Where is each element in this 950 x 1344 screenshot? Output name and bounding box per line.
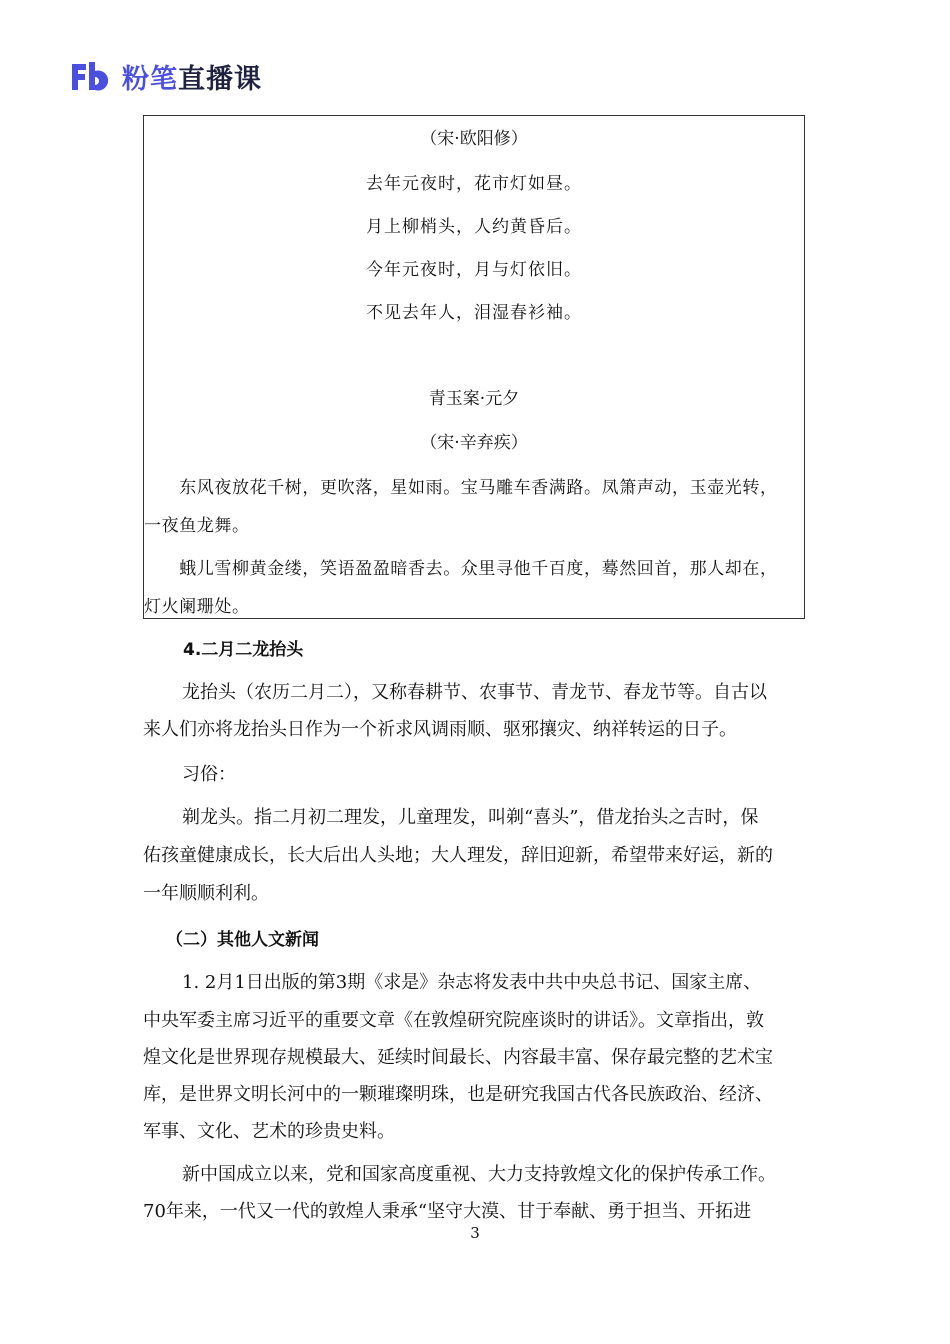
poem1-line: 去年元夜时，花市灯如昼。 <box>366 174 582 194</box>
news-item1-line: 煌文化是世界现存规模最大、延续时间最长、内容最丰富、保存最完整的艺术宝 <box>143 1047 773 1068</box>
news-item1-line: 库，是世界文明长河中的一颗璀璨明珠，也是研究我国古代各民族政治、经济、 <box>143 1084 773 1105</box>
customs-line: 一年顺顺利利。 <box>143 883 269 904</box>
poem1-author: （宋·欧阳修） <box>420 129 528 149</box>
fb-logo-icon <box>68 58 116 94</box>
poem1-line: 不见去年人，泪湿春衫袖。 <box>366 303 582 323</box>
customs-label: 习俗： <box>182 764 236 785</box>
customs-line: 剃龙头。指二月初二理发，儿童理发，叫剃“喜头”，借龙抬头之吉时，保 <box>182 807 759 828</box>
poem2-title: 青玉案·元夕 <box>428 389 520 409</box>
news-item1-line: 中央军委主席习近平的重要文章《在敦煌研究院座谈时的讲话》。文章指出，敦 <box>143 1010 764 1031</box>
news-item1-line: 1. 2月1日出版的第3期《求是》杂志将发表中共中央总书记、国家主席、 <box>182 972 762 993</box>
poem1-line: 今年元夜时，月与灯依旧。 <box>366 260 582 280</box>
brand-name: 粉笔直播课 <box>122 63 262 95</box>
section4-intro-line: 龙抬头（农历二月二），又称春耕节、农事节、青龙节、春龙节等。自古以 <box>182 682 767 703</box>
news-para2-line: 70年来，一代又一代的敦煌人秉承“坚守大漠、甘于奉献、勇于担当、开拓进 <box>143 1201 752 1222</box>
poem-box <box>143 115 805 619</box>
poem2-para2-line1: 蛾儿雪柳黄金缕，笑语盈盈暗香去。众里寻他千百度，蓦然回首，那人却在， <box>144 559 778 579</box>
customs-line: 佑孩童健康成长，长大后出人头地；大人理发，辞旧迎新，希望带来好运，新的 <box>143 845 773 866</box>
brand-logo <box>68 56 262 96</box>
poem2-para2-line2: 灯火阑珊处。 <box>144 597 250 617</box>
poem2-author: （宋·辛弃疾） <box>420 433 528 453</box>
poem1-line: 月上柳梢头，人约黄昏后。 <box>366 217 582 237</box>
poem2-para1-line2: 一夜鱼龙舞。 <box>144 516 250 536</box>
section2-heading: （二）其他人文新闻 <box>166 930 319 950</box>
section4-heading: 4.二月二龙抬头 <box>183 640 304 660</box>
page-number: 3 <box>470 1224 480 1242</box>
section4-intro-line: 来人们亦将龙抬头日作为一个祈求风调雨顺、驱邪攘灾、纳祥转运的日子。 <box>143 719 737 740</box>
poem2-para1-line1: 东风夜放花千树，更吹落，星如雨。宝马雕车香满路。凤箫声动，玉壶光转， <box>144 478 778 498</box>
news-para2-line: 新中国成立以来，党和国家高度重视、大力支持敦煌文化的保护传承工作。 <box>182 1164 776 1185</box>
news-item1-line: 军事、文化、艺术的珍贵史料。 <box>143 1121 395 1142</box>
